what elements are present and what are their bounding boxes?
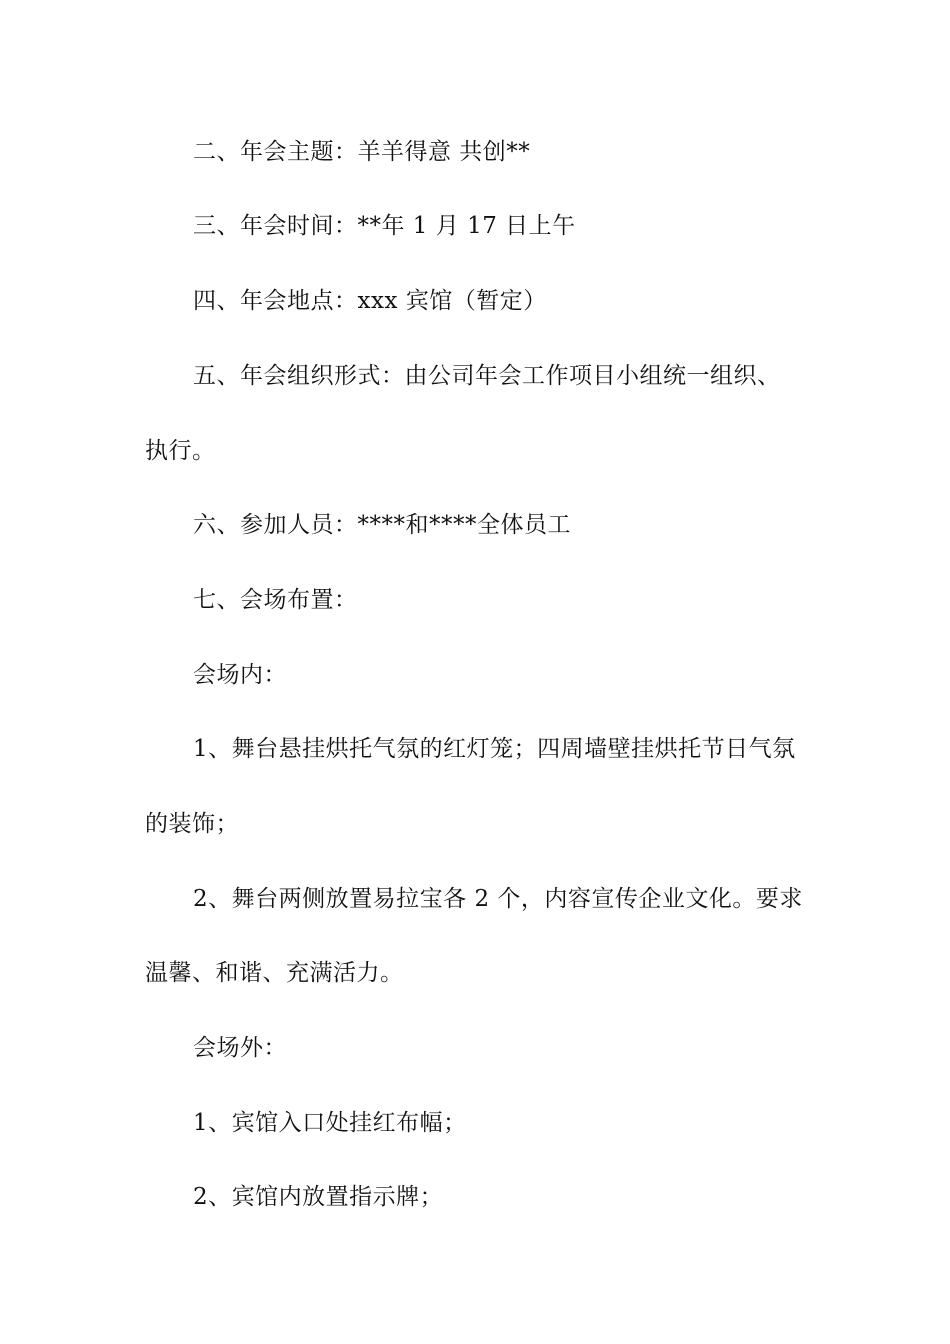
outside-item-1: 1、宾馆入口处挂红布幅；	[193, 1110, 467, 1136]
section-theme: 二、年会主题：羊羊得意 共创**	[193, 139, 531, 165]
outside-item-2: 2、宾馆内放置指示牌；	[193, 1184, 444, 1210]
section-organization: 五、年会组织形式：由公司年会工作项目小组统一组织、	[193, 363, 781, 389]
section-time: 三、年会时间：**年 1 月 17 日上午	[193, 213, 576, 239]
subheading-inside-venue: 会场内：	[193, 662, 287, 688]
inside-item-1-continued: 的装饰；	[145, 811, 239, 837]
section-venue-layout: 七、会场布置：	[193, 587, 358, 613]
inside-item-1: 1、舞台悬挂烘托气氛的红灯笼；四周墙壁挂烘托节日气氛	[193, 736, 796, 762]
section-participants: 六、参加人员：****和****全体员工	[193, 512, 571, 538]
subheading-outside-venue: 会场外：	[193, 1035, 287, 1061]
inside-item-2-continued: 温馨、和谐、充满活力。	[145, 960, 404, 986]
section-organization-continued: 执行。	[145, 438, 216, 464]
inside-item-2: 2、舞台两侧放置易拉宝各 2 个，内容宣传企业文化。要求	[193, 886, 803, 912]
section-venue: 四、年会地点：xxx 宾馆（暂定）	[193, 288, 547, 314]
